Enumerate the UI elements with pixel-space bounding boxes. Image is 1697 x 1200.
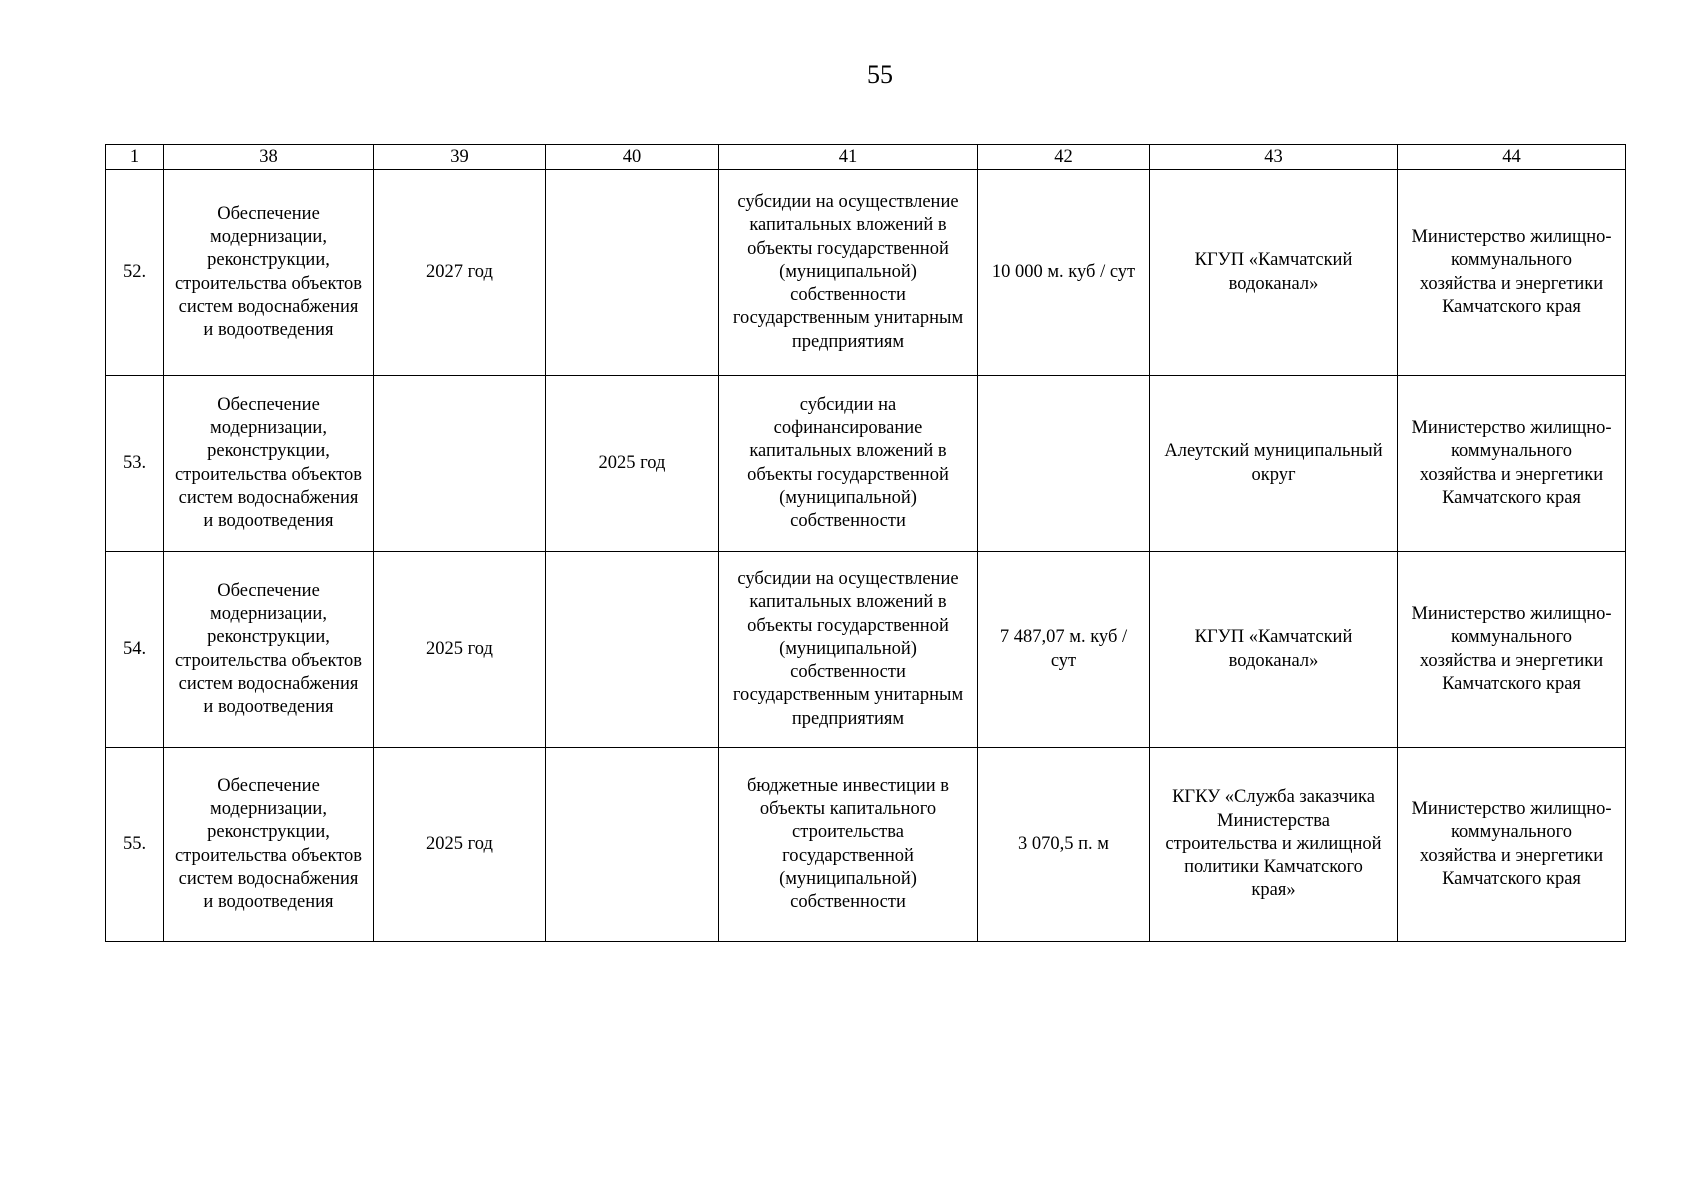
cell-text-line: модернизации, bbox=[210, 226, 327, 247]
cell-text-line: водоканал» bbox=[1228, 273, 1319, 294]
row-number-cell: 54. bbox=[106, 552, 164, 748]
cell-text-line: собственности bbox=[790, 511, 906, 532]
header-cell-col-40: 40 bbox=[546, 145, 719, 170]
responsible-body-cell bbox=[1398, 748, 1626, 942]
year-col-40-cell: 2025 год bbox=[546, 376, 719, 552]
cell-text-line: систем водоснабжения bbox=[178, 673, 359, 694]
capacity-cell bbox=[978, 748, 1150, 942]
cell-text-line: (муниципальной) bbox=[779, 487, 917, 508]
cell-text-line: капитальных вложений в bbox=[749, 215, 947, 236]
header-cell-col-44: 44 bbox=[1398, 145, 1626, 170]
cell-text-line: хозяйства и энергетики bbox=[1419, 464, 1604, 485]
cell-text-line: и водоотведения bbox=[203, 892, 334, 913]
cell-text-line: собственности bbox=[790, 892, 906, 913]
measure-name-cell bbox=[164, 170, 374, 376]
cell-text-line: систем водоснабжения bbox=[178, 868, 359, 889]
cell-text-line: Камчатского края bbox=[1442, 487, 1581, 508]
cell-text-line: коммунального bbox=[1450, 441, 1573, 462]
cell-text-line: модернизации, bbox=[210, 603, 327, 624]
cell-text-line: 3 070,5 п. м bbox=[1018, 833, 1109, 854]
recipient-cell bbox=[1150, 552, 1398, 748]
table-row bbox=[106, 748, 1626, 942]
year-col-39-cell: 2025 год bbox=[374, 748, 546, 942]
cell-text-line: (муниципальной) bbox=[779, 868, 917, 889]
header-cell-col-42: 42 bbox=[978, 145, 1150, 170]
recipient-cell bbox=[1150, 748, 1398, 942]
table-row bbox=[106, 376, 1626, 552]
measure-name-cell bbox=[164, 748, 374, 942]
cell-text-line: предприятиям bbox=[791, 708, 905, 729]
capacity-cell bbox=[978, 552, 1150, 748]
cell-text-line: коммунального bbox=[1450, 627, 1573, 648]
year-col-40-cell bbox=[546, 748, 719, 942]
page-number: 55 bbox=[867, 60, 893, 89]
cell-text-line: КГКУ «Служба заказчика bbox=[1172, 787, 1375, 808]
cell-text-line: Обеспечение bbox=[217, 394, 320, 415]
data-table bbox=[105, 144, 1626, 942]
cell-text-line: предприятиям bbox=[791, 331, 905, 352]
capacity-cell bbox=[978, 170, 1150, 376]
cell-text-line: систем водоснабжения bbox=[178, 487, 359, 508]
cell-text-line: КГУП «Камчатский bbox=[1194, 250, 1353, 271]
cell-text-line: собственности bbox=[790, 285, 906, 306]
cell-text-line: объекты государственной bbox=[747, 615, 949, 636]
cell-text-line: Алеутский муниципальный bbox=[1164, 441, 1383, 462]
year-col-39-cell: 2025 год bbox=[374, 552, 546, 748]
year-col-39-cell: 2027 год bbox=[374, 170, 546, 376]
cell-text-line: округ bbox=[1251, 464, 1296, 485]
cell-text-line: края» bbox=[1251, 880, 1296, 901]
year-col-40-cell bbox=[546, 170, 719, 376]
cell-text-line: капитальных вложений в bbox=[749, 592, 947, 613]
capacity-cell bbox=[978, 376, 1150, 552]
cell-text-line: хозяйства и энергетики bbox=[1419, 650, 1604, 671]
funding-type-cell bbox=[719, 376, 978, 552]
cell-text-line: Обеспечение bbox=[217, 580, 320, 601]
header-cell-col-41: 41 bbox=[719, 145, 978, 170]
cell-text-line: объекты капитального bbox=[759, 798, 937, 819]
funding-type-cell bbox=[719, 552, 978, 748]
cell-text-line: реконструкции, bbox=[207, 822, 330, 843]
year-col-39-cell bbox=[374, 376, 546, 552]
cell-text-line: государственным унитарным bbox=[732, 308, 964, 329]
cell-text-line: строительства и жилищной bbox=[1165, 833, 1382, 854]
measure-name-cell bbox=[164, 552, 374, 748]
cell-text-line: строительства объектов bbox=[174, 464, 363, 485]
cell-text-line: строительства bbox=[792, 822, 904, 843]
cell-text-line: Министерство жилищно- bbox=[1411, 603, 1612, 624]
cell-text-line: Камчатского края bbox=[1442, 673, 1581, 694]
cell-text-line: реконструкции, bbox=[207, 441, 330, 462]
cell-text-line: 7 487,07 м. куб / bbox=[999, 627, 1128, 648]
cell-text-line: хозяйства и энергетики bbox=[1419, 273, 1604, 294]
row-number-cell: 53. bbox=[106, 376, 164, 552]
cell-text-line: (муниципальной) bbox=[779, 638, 917, 659]
header-cell-col-1: 1 bbox=[106, 145, 164, 170]
year-col-40-cell bbox=[546, 552, 719, 748]
cell-text-line: (муниципальной) bbox=[779, 261, 917, 282]
cell-text-line: сут bbox=[1050, 650, 1077, 671]
cell-text-line: КГУП «Камчатский bbox=[1194, 627, 1353, 648]
cell-text-line: софинансирование bbox=[773, 417, 923, 438]
cell-text-line: Министерство жилищно- bbox=[1411, 226, 1612, 247]
cell-text-line: Камчатского края bbox=[1442, 296, 1581, 317]
cell-text-line: Министерство жилищно- bbox=[1411, 798, 1612, 819]
cell-text-line: государственным унитарным bbox=[732, 685, 964, 706]
cell-text-line: субсидии на осуществление bbox=[737, 191, 959, 212]
header-cell-col-43: 43 bbox=[1150, 145, 1398, 170]
cell-text-line: Обеспечение bbox=[217, 775, 320, 796]
responsible-body-cell bbox=[1398, 170, 1626, 376]
measure-name-cell bbox=[164, 376, 374, 552]
cell-text-line: политики Камчатского bbox=[1184, 857, 1363, 878]
table-header-row bbox=[106, 145, 1626, 170]
responsible-body-cell bbox=[1398, 376, 1626, 552]
header-cell-col-39: 39 bbox=[374, 145, 546, 170]
row-number-cell: 55. bbox=[106, 748, 164, 942]
cell-text-line: водоканал» bbox=[1228, 650, 1319, 671]
cell-text-line: субсидии на bbox=[799, 394, 897, 415]
cell-text-line: хозяйства и энергетики bbox=[1419, 845, 1604, 866]
cell-text-line: модернизации, bbox=[210, 798, 327, 819]
cell-text-line: и водоотведения bbox=[203, 511, 334, 532]
cell-text-line: и водоотведения bbox=[203, 697, 334, 718]
cell-text-line: бюджетные инвестиции в bbox=[746, 775, 950, 796]
cell-text-line: собственности bbox=[790, 662, 906, 683]
cell-text-line: коммунального bbox=[1450, 250, 1573, 271]
cell-text-line: 10 000 м. куб / сут bbox=[991, 261, 1136, 282]
cell-text-line: и водоотведения bbox=[203, 320, 334, 341]
cell-text-line: субсидии на осуществление bbox=[737, 568, 959, 589]
cell-text-line: строительства объектов bbox=[174, 845, 363, 866]
cell-text-line: капитальных вложений в bbox=[749, 441, 947, 462]
header-cell-col-38: 38 bbox=[164, 145, 374, 170]
cell-text-line: объекты государственной bbox=[747, 464, 949, 485]
funding-type-cell bbox=[719, 748, 978, 942]
cell-text-line: Министерства bbox=[1217, 810, 1330, 831]
responsible-body-cell bbox=[1398, 552, 1626, 748]
cell-text-line: реконструкции, bbox=[207, 627, 330, 648]
funding-type-cell bbox=[719, 170, 978, 376]
cell-text-line: модернизации, bbox=[210, 417, 327, 438]
cell-text-line: Камчатского края bbox=[1442, 868, 1581, 889]
cell-text-line: объекты государственной bbox=[747, 238, 949, 259]
row-number-cell: 52. bbox=[106, 170, 164, 376]
cell-text-line: реконструкции, bbox=[207, 250, 330, 271]
cell-text-line: коммунального bbox=[1450, 822, 1573, 843]
cell-text-line: Обеспечение bbox=[217, 203, 320, 224]
cell-text-line: строительства объектов bbox=[174, 273, 363, 294]
cell-text-line: систем водоснабжения bbox=[178, 296, 359, 317]
table-row bbox=[106, 170, 1626, 376]
recipient-cell bbox=[1150, 170, 1398, 376]
table-row bbox=[106, 552, 1626, 748]
cell-text-line: строительства объектов bbox=[174, 650, 363, 671]
recipient-cell bbox=[1150, 376, 1398, 552]
cell-text-line: государственной bbox=[782, 845, 914, 866]
cell-text-line: Министерство жилищно- bbox=[1411, 417, 1612, 438]
